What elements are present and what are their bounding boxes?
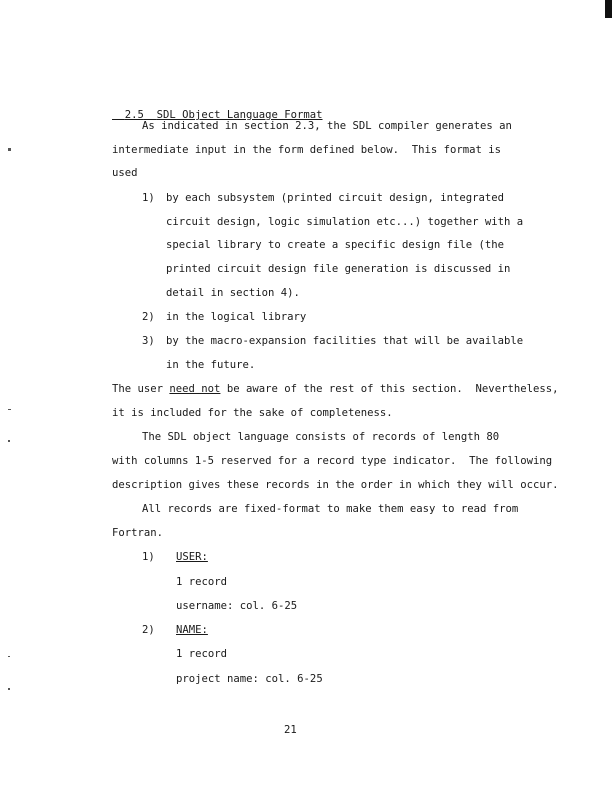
page-number: 21 bbox=[284, 724, 297, 736]
body-line: All records are fixed-format to make them easy to read from bbox=[142, 503, 519, 515]
record-number: 1) bbox=[142, 551, 155, 563]
list-item-line: special library to create a specific design file (the bbox=[166, 239, 505, 251]
list-item-line: circuit design, logic simulation etc...) together with a bbox=[166, 216, 524, 228]
list-item-line: printed circuit design file generation is discussed in bbox=[166, 263, 511, 275]
emphasis-need-not: need not bbox=[169, 383, 221, 395]
list-item-line: by the macro-expansion facilities that will be available bbox=[166, 335, 524, 347]
intro-line: As indicated in section 2.3, the SDL compiler generates an bbox=[142, 120, 512, 132]
list-item-line: in the logical library bbox=[166, 311, 307, 323]
list-number: 3) bbox=[142, 335, 155, 347]
record-name: USER: bbox=[176, 551, 208, 563]
list-number: 2) bbox=[142, 311, 155, 323]
section-number: 2.5 bbox=[124, 109, 144, 121]
list-item-line: detail in section 4). bbox=[166, 287, 300, 299]
scan-mark bbox=[8, 148, 11, 151]
body-line: description gives these records in the order in which they will occur. bbox=[112, 479, 559, 491]
section-heading bbox=[112, 96, 323, 122]
record-count: 1 record bbox=[176, 648, 228, 660]
body-line: with columns 1-5 reserved for a record type indicator. The following bbox=[112, 455, 553, 467]
record-number: 2) bbox=[142, 624, 155, 636]
scan-mark bbox=[8, 409, 11, 410]
list-item-line: in the future. bbox=[166, 359, 256, 371]
record-name: NAME: bbox=[176, 624, 208, 636]
note-line: it is included for the sake of completeness. bbox=[112, 407, 393, 419]
scan-mark bbox=[605, 0, 612, 18]
body-line: Fortran. bbox=[112, 527, 164, 539]
intro-line: intermediate input in the form defined below. This format is bbox=[112, 144, 502, 156]
scan-mark bbox=[8, 440, 10, 442]
scan-mark bbox=[8, 656, 10, 657]
note-line: The user need not be aware of the rest of this section. Nevertheless, bbox=[112, 383, 559, 395]
body-line: The SDL object language consists of records of length 80 bbox=[142, 431, 500, 443]
section-title: SDL Object Language Format bbox=[156, 109, 323, 121]
record-field: project name: col. 6-25 bbox=[176, 673, 323, 685]
record-field: username: col. 6-25 bbox=[176, 600, 298, 612]
scan-mark bbox=[8, 688, 10, 690]
intro-line: used bbox=[112, 167, 138, 179]
list-number: 1) bbox=[142, 192, 155, 204]
record-count: 1 record bbox=[176, 576, 228, 588]
list-item-line: by each subsystem (printed circuit design, integrated bbox=[166, 192, 505, 204]
